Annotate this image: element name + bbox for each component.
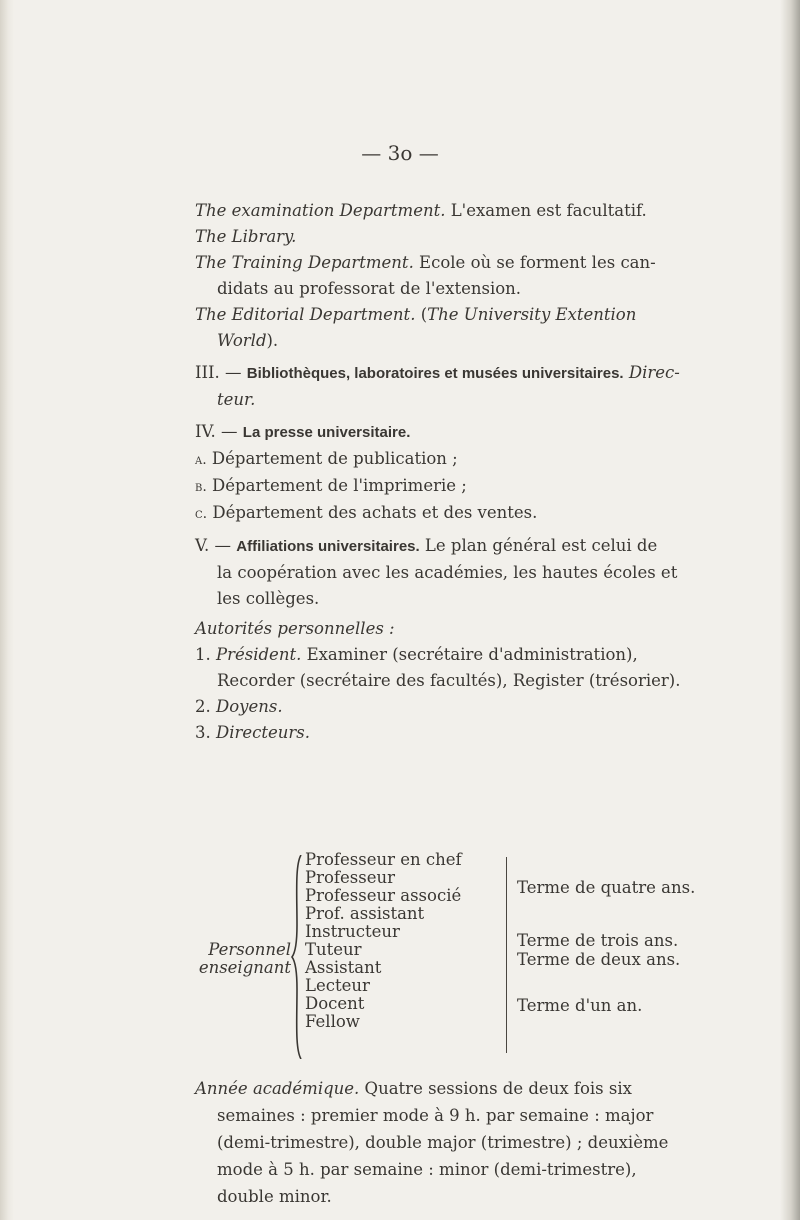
exam-line	[195, 198, 775, 224]
rank-item: Lecteur	[305, 976, 370, 995]
term-list	[517, 847, 767, 1067]
staff-label-line-1: Personnel	[208, 940, 291, 959]
item-3-title: Directeurs.	[216, 723, 311, 742]
document-body	[195, 198, 775, 746]
item-1-text-1: Examiner (secrétaire d'administration),	[301, 645, 638, 664]
term-one-year: Terme d'un an.	[517, 996, 643, 1015]
annee-title: Année académique.	[195, 1079, 360, 1098]
rank-item: Professeur associé	[305, 886, 462, 905]
exam-title: The examination Department.	[195, 201, 446, 220]
section-5-line-1	[195, 533, 775, 560]
item-c	[195, 500, 775, 527]
item-c-letter: c.	[195, 506, 208, 522]
editorial-world-1: The University Extention	[427, 305, 637, 324]
annee-line-3: (demi-trimestre), double major (trimestre) ; deuxième	[217, 1133, 669, 1152]
item-b-text: Département de l'imprimerie ;	[206, 476, 467, 495]
page-number: — 3o —	[361, 141, 439, 165]
term-three-years: Terme de trois ans.	[517, 931, 679, 950]
item-3-number: 3.	[195, 723, 216, 742]
section-5-line-2: la coopération avec les académies, les hautes écoles et	[217, 563, 678, 582]
page-left-edge	[0, 0, 14, 1220]
training-line-2: didats au professorat de l'extension.	[217, 279, 522, 298]
editorial-paren-open: (	[415, 305, 428, 324]
section-5-line-3: les collèges.	[217, 589, 320, 608]
section-5-heading: Affiliations universitaires.	[236, 538, 420, 555]
rank-item: Fellow	[305, 1012, 360, 1031]
item-1-number: 1.	[195, 645, 216, 664]
term-two-years: Terme de deux ans.	[517, 950, 681, 969]
rank-item: Assistant	[305, 958, 382, 977]
editorial-world-2: World	[217, 331, 267, 350]
staff-label-line-2: enseignant	[198, 958, 291, 977]
training-text-1: Ecole où se forment les can-	[413, 253, 656, 272]
rank-item: Prof. assistant	[305, 904, 425, 923]
section-3-directeur-2: teur.	[217, 390, 256, 409]
annee-line-2: semaines : premier mode à 9 h. par semaine : major	[217, 1106, 654, 1125]
autorites-heading: Autorités personnelles :	[195, 619, 395, 638]
annee-academique	[195, 1075, 775, 1210]
page-right-edge	[780, 0, 800, 1220]
item-a	[195, 446, 775, 473]
item-1-title: Président.	[216, 645, 302, 664]
training-title: The Training Department.	[195, 253, 414, 272]
item-b-letter: b.	[195, 479, 207, 495]
section-3-heading: Bibliothèques, laboratoires et musées universitaires.	[246, 365, 624, 382]
staff-table	[195, 847, 775, 1067]
rank-list	[305, 851, 462, 1031]
item-2-line	[195, 694, 775, 720]
staff-label	[195, 941, 291, 977]
training-line-1	[195, 250, 775, 276]
editorial-paren-close: ).	[266, 331, 279, 350]
item-a-letter: a.	[195, 452, 207, 468]
section-4-heading: La presse universitaire.	[242, 424, 411, 441]
section-4-line	[195, 419, 775, 446]
section-3-line-1	[195, 360, 775, 387]
item-2-number: 2.	[195, 697, 216, 716]
editorial-title: The Editorial Department.	[195, 305, 416, 324]
annee-line-4: mode à 5 h. par semaine : minor (demi-trimestre),	[217, 1160, 637, 1179]
editorial-line-1	[195, 302, 775, 328]
item-1-line-2: Recorder (secrétaire des facultés), Register (trésorier).	[217, 671, 681, 690]
section-3-number: III. —	[195, 363, 247, 382]
annee-line-5: double minor.	[217, 1187, 332, 1206]
annee-text-1: Quatre sessions de deux fois six	[359, 1079, 632, 1098]
staff-brace	[291, 855, 303, 1059]
term-four-years: Terme de quatre ans.	[517, 878, 696, 897]
section-4-number: IV. —	[195, 422, 243, 441]
item-2-title: Doyens.	[216, 697, 283, 716]
rank-item: Professeur	[305, 868, 396, 887]
rank-item: Instructeur	[305, 922, 400, 941]
rank-item: Professeur en chef	[305, 850, 462, 869]
section-5-text-1: Le plan général est celui de	[419, 536, 658, 555]
item-1-line-1	[195, 642, 775, 668]
item-3-line	[195, 720, 775, 746]
rank-item: Docent	[305, 994, 365, 1013]
rank-item: Tuteur	[305, 940, 362, 959]
editorial-line-2	[195, 328, 775, 354]
item-b	[195, 473, 775, 500]
item-c-text: Département des achats et des ventes.	[207, 503, 538, 522]
library-line: The Library.	[195, 227, 297, 246]
item-a-text: Département de publication ;	[206, 449, 458, 468]
exam-text: L'examen est facultatif.	[445, 201, 647, 220]
annee-line-1	[195, 1075, 775, 1102]
section-5-number: V. —	[195, 536, 237, 555]
section-3-directeur-1: Direc-	[623, 363, 680, 382]
table-divider	[506, 857, 507, 1053]
